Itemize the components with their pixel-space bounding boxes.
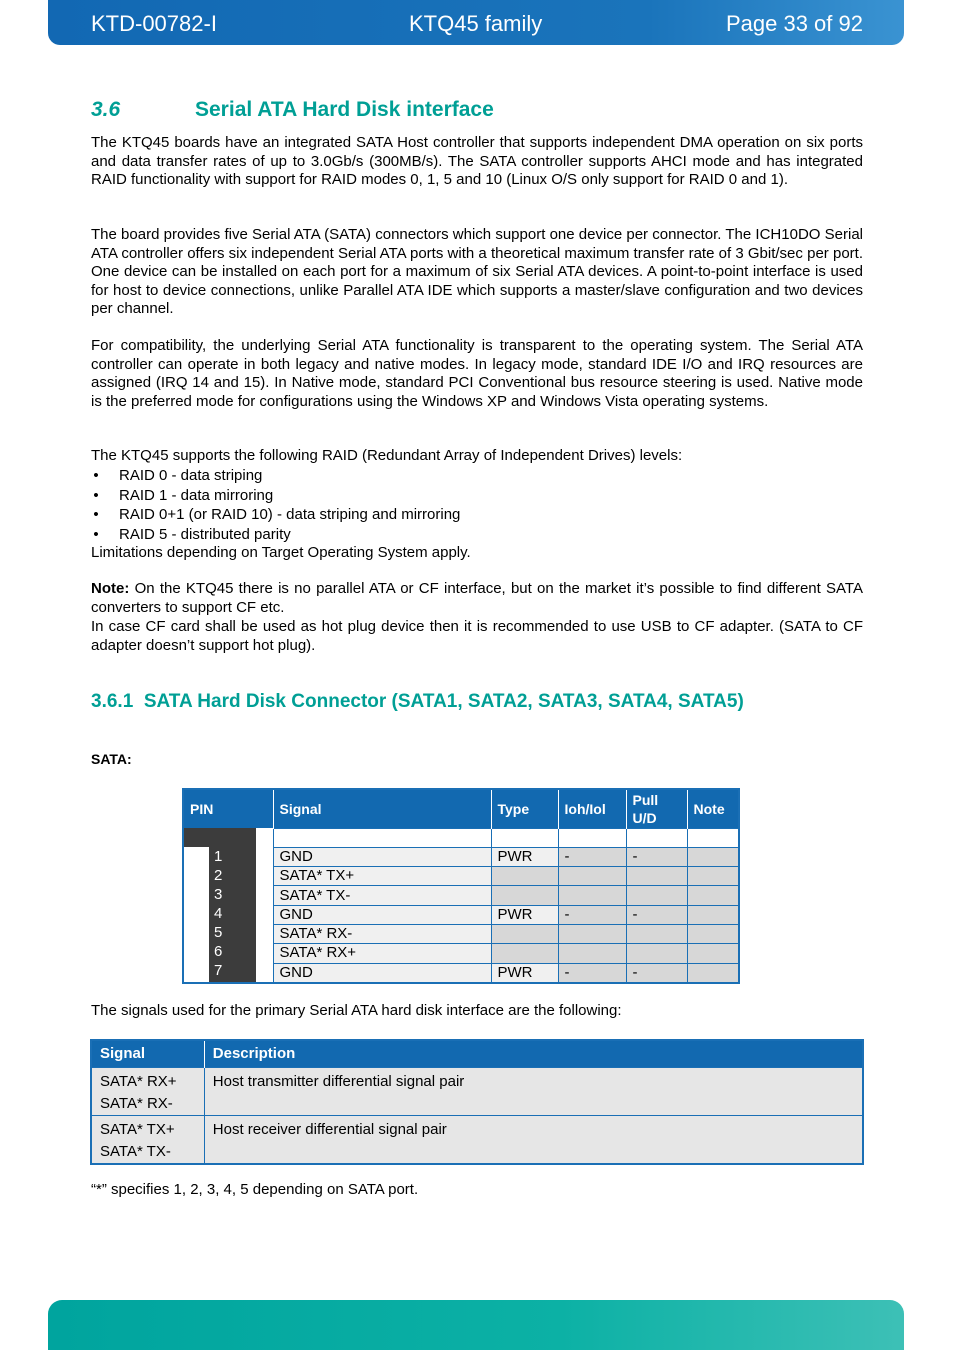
product-family: KTQ45 family [409,11,543,36]
pin-number: 1 [214,848,223,865]
note-cell [687,847,739,866]
note-text: On the KTQ45 there is no parallel ATA or CF interface, but on the market it’s possible to find different SATA converters to support CF etc. [91,580,863,616]
page-header [48,0,904,45]
signal-cell: SATA* RX+ SATA* RX- [91,1067,204,1115]
pin-number: 6 [214,943,223,960]
pull-cell [626,886,687,905]
section-heading [91,98,494,122]
description-cell: Host transmitter differential signal pair [204,1067,863,1115]
page-footer [48,1300,904,1350]
ioh-cell: - [558,905,626,924]
note-label: Note: [91,580,130,597]
signal-cell: SATA* TX+ SATA* TX- [91,1115,204,1164]
pin-number: 3 [214,886,223,903]
ioh-cell [558,924,626,943]
connector-graphic [183,828,273,983]
section-title: Serial ATA Hard Disk interface [195,98,494,121]
table-row [91,1115,863,1164]
type-cell: PWR [491,905,558,924]
column-header: Description [204,1040,863,1067]
subsection-heading [91,691,744,713]
paragraph-sata-connectors: The board provides five Serial ATA (SATA) connectors which support one device per connector. The ICH10DO Serial ATA controller offers six independent Serial ATA ports with a theoretical maximum transfer rate of 3 Gbit/sec per port. One device can be installed on each port for a maximum of six Serial ATA devices. A point-to-point interface is used for host to device connections, unlike Parallel ATA IDE which supports a master/slave configuration and two devices per channel. [91,226,863,317]
column-header: Signal [91,1040,204,1067]
note-cell [687,867,739,886]
pull-cell [626,867,687,886]
raid-level-list [91,466,863,544]
ioh-cell [558,886,626,905]
type-cell [491,924,558,943]
column-header: Ioh/Iol [558,789,626,828]
section-number: 3.6 [91,98,121,121]
note-cell [687,905,739,924]
note-cell [687,924,739,943]
signal-cell: SATA* TX- [273,886,491,905]
pull-cell: - [626,905,687,924]
ioh-cell: - [558,963,626,983]
pin-table-header [183,789,739,828]
note-cell [687,963,739,983]
page-number: Page 33 of 92 [725,11,863,36]
pin-number: 7 [214,962,223,979]
note-paragraph [91,580,863,617]
type-cell: PWR [491,963,558,983]
pull-cell [626,944,687,963]
pin-number: 5 [214,924,223,941]
column-header: Signal [273,789,491,828]
ioh-cell: - [558,847,626,866]
note-cell [687,886,739,905]
signal-table-header [91,1040,863,1067]
signal-cell: GND [273,963,491,983]
table-row [91,1067,863,1115]
type-cell [491,944,558,963]
pull-cell: - [626,847,687,866]
subsection-title: SATA Hard Disk Connector (SATA1, SATA2, SATA3, SATA4, SATA5) [143,691,744,712]
note-cell [687,944,739,963]
signal-cell: SATA* RX+ [273,944,491,963]
column-header: Note [687,789,739,828]
sata-label: SATA: [91,751,132,767]
footnote: “*” specifies 1, 2, 3, 4, 5 depending on SATA port. [91,1181,419,1198]
pull-cell: - [626,963,687,983]
signal-cell: GND [273,847,491,866]
pin-number: 2 [214,867,223,884]
pull-cell [626,924,687,943]
paragraph-limitations: Limitations depending on Target Operating System apply. [91,544,471,561]
description-cell: Host receiver differential signal pair [204,1115,863,1164]
paragraph-hot-plug: In case CF card shall be used as hot plug device then it is recommended to use USB to CF adapter. (SATA to CF adapter doesn’t support hot plug). [91,618,863,654]
paragraph-signals-intro: The signals used for the primary Serial ATA hard disk interface are the following: [91,1002,622,1019]
paragraph-compatibility: For compatibility, the underlying Serial ATA functionality is transparent to the operating system. The Serial ATA controller can operate in both legacy and native modes. In legacy mode, standard IDE I/O and IRQ resources are assigned (IRQ 14 and 15). In Native mode, standard PCI Conventional bus resource steering is used. Native mode is the preferred mode for configurations using the Windows XP and Windows Vista operating systems. [91,337,863,410]
list-item: • RAID 0 - data striping [91,466,863,486]
bullet-glyph: • [93,486,99,504]
type-cell [491,867,558,886]
column-header: Type [491,789,558,828]
pin-table [182,788,740,984]
list-item: • RAID 1 - data mirroring [91,486,863,506]
document-id: KTD-00782-I [91,11,217,36]
signal-description-table [90,1039,864,1165]
column-header: Pull U/D [626,789,687,828]
ioh-cell [558,944,626,963]
type-cell: PWR [491,847,558,866]
column-header: PIN [183,789,273,828]
table-row [183,828,739,847]
type-cell [491,886,558,905]
pin-number: 4 [214,905,223,922]
signal-cell: SATA* RX- [273,924,491,943]
subsection-number: 3.6.1 [91,691,134,712]
signal-cell: SATA* TX+ [273,867,491,886]
ioh-cell [558,867,626,886]
signal-cell: GND [273,905,491,924]
bullet-glyph: • [93,506,99,523]
paragraph-raid-intro: The KTQ45 supports the following RAID (Redundant Array of Independent Drives) levels: [91,447,683,464]
bullet-glyph: • [93,525,99,543]
bullet-glyph: • [93,467,99,484]
list-item: • RAID 5 - distributed parity [91,525,863,545]
list-item: • RAID 0+1 (or RAID 10) - data striping and mirroring [91,505,863,525]
paragraph-sata-controller: The KTQ45 boards have an integrated SATA Host controller that supports independent DMA operation on six ports and data transfer rates of up to 3.0Gb/s (300MB/s). The SATA controller supports AHCI mode and has integrated RAID functionality with support for RAID modes 0, 1, 5 and 10 (Linux O/S only support for RAID 0 and 1). [91,134,863,188]
